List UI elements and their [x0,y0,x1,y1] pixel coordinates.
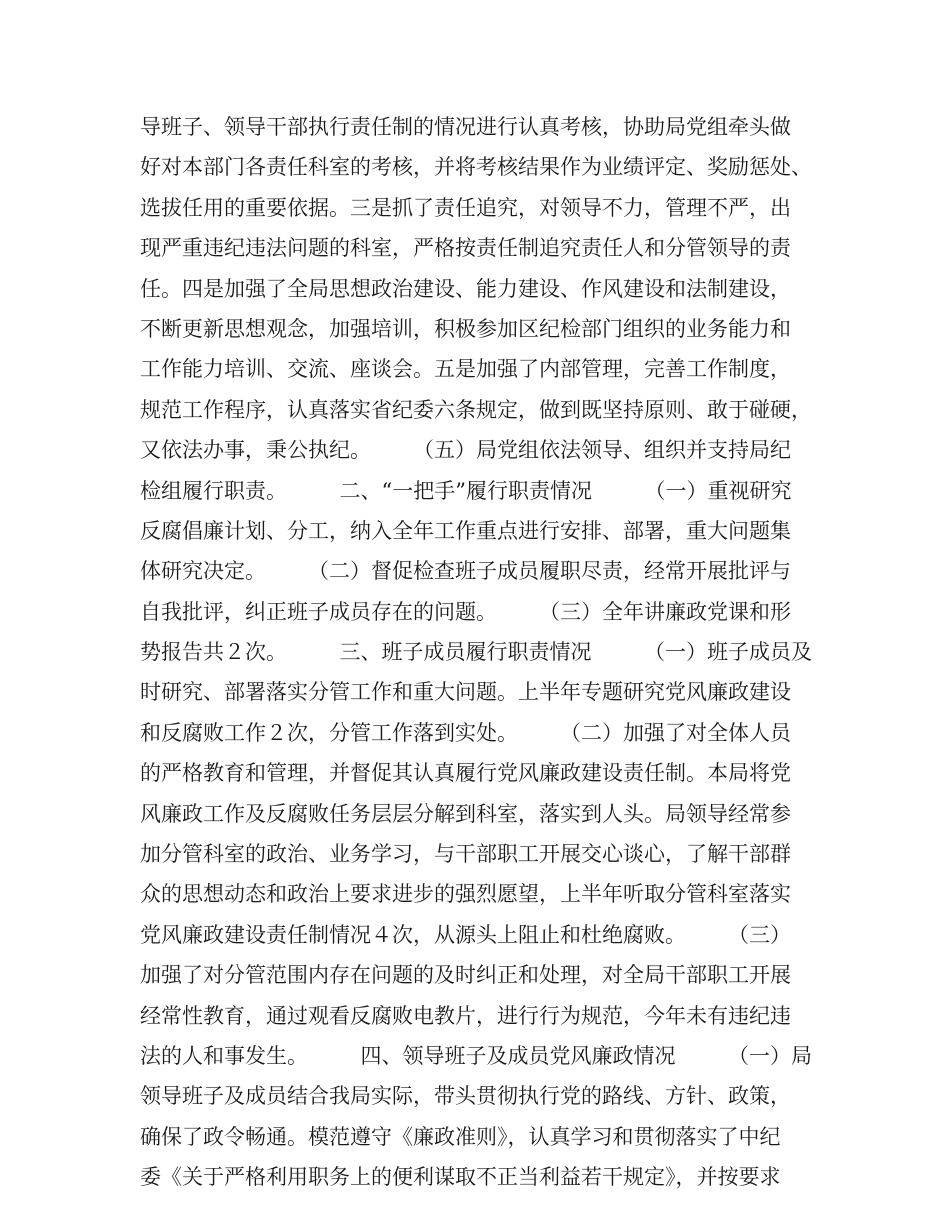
text-line: 时研究、部署落实分管工作和重大问题。上半年专题研究党风廉政建设 [140,680,791,705]
text-line: 检组履行职责。 二、“一把手”履行职责情况 （一）重视研究 [140,478,792,503]
text-line: 势报告共２次。 三、班子成员履行职责情况 （一）班子成员及 [140,640,812,665]
text-line: 不断更新思想观念，加强培训，积极参加区纪检部门组织的业务能力和 [140,316,791,341]
text-line: 领导班子及成员结合我局实际，带头贯彻执行党的路线、方针、政策， [140,1084,791,1109]
body-text [140,107,830,1198]
text-line: 确保了政令畅通。模范遵守《廉政准则》，认真学习和贯彻落实了中纪 [140,1124,781,1149]
text-line: 委《关于严格利用职务上的便利谋取不正当利益若干规定》，并按要求 [140,1165,781,1190]
text-line: 和反腐败工作２次，分管工作落到实处。 （二）加强了对全体人员 [140,720,791,745]
text-line: 又依法办事，秉公执纪。 （五）局党组依法领导、组织并支持局纪 [140,438,791,463]
text-line: 经常性教育，通过观看反腐败电教片，进行行为规范，今年未有违纪违 [140,1003,791,1028]
text-line: 的严格教育和管理，并督促其认真履行党风廉政建设责任制。本局将党 [140,761,791,786]
text-line: 体研究决定。 （二）督促检查班子成员履职尽责，经常开展批评与 [140,559,791,584]
text-line: 导班子、领导干部执行责任制的情况进行认真考核，协助局党组牵头做 [140,115,791,139]
text-line: 工作能力培训、交流、座谈会。五是加强了内部管理，完善工作制度， [140,357,791,382]
text-line: 众的思想动态和政治上要求进步的强烈愿望，上半年听取分管科室落实 [140,882,791,907]
text-line: 法的人和事发生。 四、领导班子及成员党风廉政情况 （一）局 [140,1043,812,1068]
text-line: 党风廉政建设责任制情况４次，从源头上阻止和杜绝腐败。 （三） [140,922,791,947]
text-line: 规范工作程序，认真落实省纪委六条规定，做到既坚持原则、敢于碰硬， [140,397,812,422]
text-line: 好对本部门各责任科室的考核，并将考核结果作为业绩评定、奖励惩处、 [140,155,812,180]
text-line: 自我批评，纠正班子成员存在的问题。 （三）全年讲廉政党课和形 [140,599,791,624]
text-line: 加强了对分管范围内存在问题的及时纠正和处理，对全局干部职工开展 [140,963,791,988]
text-line: 任。四是加强了全局思想政治建设、能力建设、作风建设和法制建设， [140,276,791,301]
text-line: 风廉政工作及反腐败任务层层分解到科室，落实到人头。局领导经常参 [140,801,791,826]
text-line: 反腐倡廉计划、分工，纳入全年工作重点进行安排、部署，重大问题集 [140,518,791,543]
text-line: 加分管科室的政治、业务学习，与干部职工开展交心谈心，了解干部群 [140,842,791,867]
text-line: 现严重违纪违法问题的科室，严格按责任制追究责任人和分管领导的责 [140,236,791,261]
text-line: 选拔任用的重要依据。三是抓了责任追究，对领导不力，管理不严，出 [140,195,791,220]
